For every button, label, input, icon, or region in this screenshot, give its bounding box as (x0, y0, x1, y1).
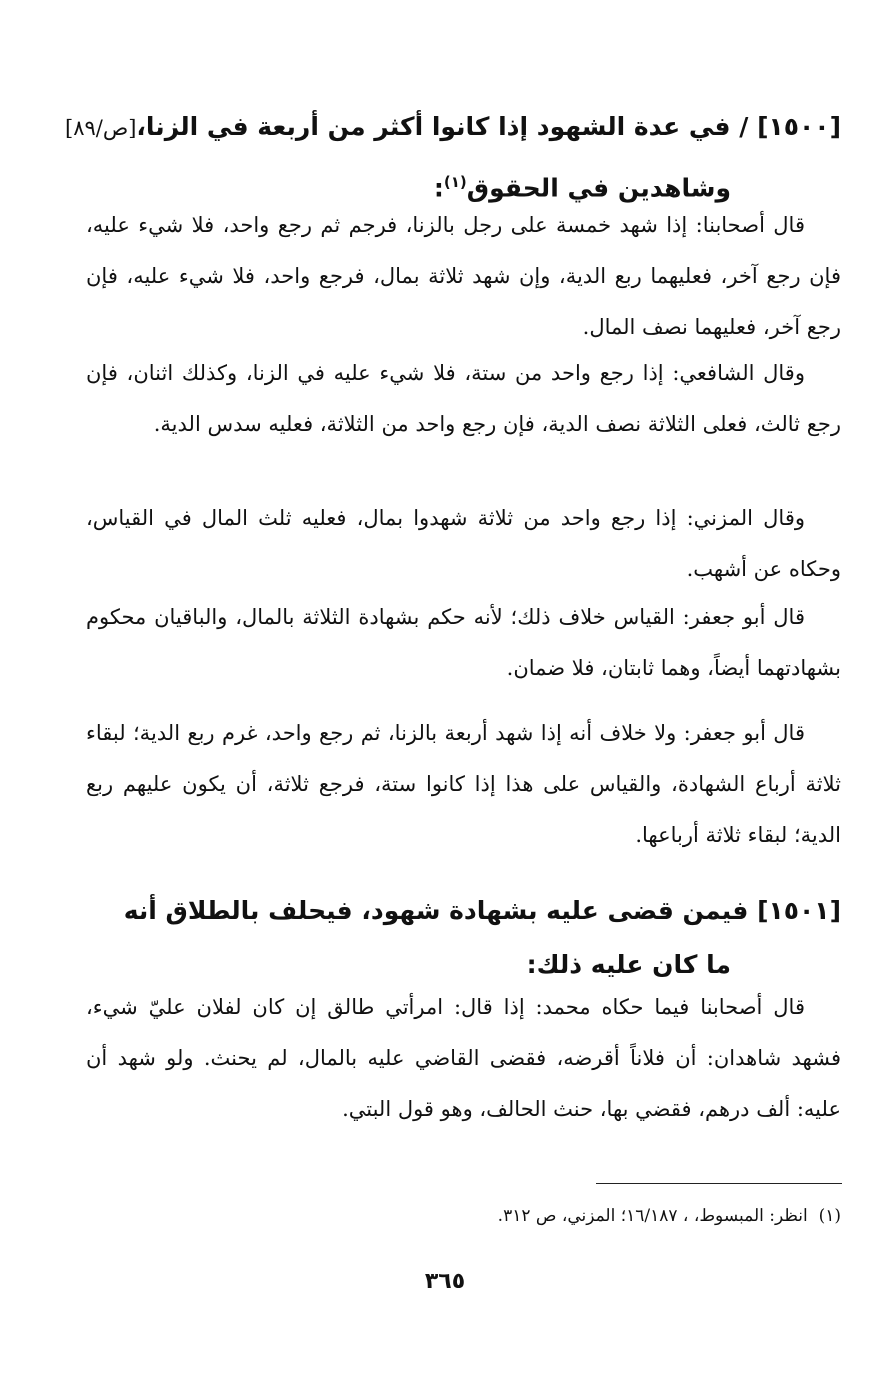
paragraph-text: قال أبو جعفر: القياس خلاف ذلك؛ لأنه حكم بشهادة الثلاثة بالمال، والباقيان محكوم بشهادتهما أيضاً، وهما ثابتان، فلا ضمان. (86, 605, 841, 680)
section-1500-heading (41, 100, 841, 215)
section-1500-title-end: : (433, 173, 444, 203)
footnote-text: انظر: المبسوط، ، ١٦/١٨٧؛ المزني، ص ٣١٢. (497, 1206, 808, 1226)
section-1500-separator: / (730, 112, 758, 141)
paragraph (86, 982, 841, 1135)
paragraph-text: قال أبو جعفر: ولا خلاف أنه إذا شهد أربعة بالزنا، ثم رجع واحد، غرم ربع الدية؛ لبقاء ثلاثة أرباع الشهادة، والقياس على هذا إذا كانوا ستة، فرجع ثلاثة، أن يكون عليهم ربع الدية؛ لبقاء ثلاثة أرباعها. (86, 721, 841, 847)
footnote-reference-marker: (١) (443, 173, 467, 191)
paragraph (86, 592, 841, 694)
section-1501-heading-line1 (41, 884, 841, 938)
paragraph-text: قال أصحابنا فيما حكاه محمد: إذا قال: امرأتي طالق إن كان لفلان عليّ شيء، فشهد شاهدان: أن فلاناً أقرضه، فقضى القاضي عليه بالمال، لم يحنث. ولو شهد أن عليه: ألف درهم، فقضي بها، حنث الحالف، وهو قول البتي. (86, 995, 841, 1121)
footnote-marker: (١) (818, 1206, 841, 1226)
paragraph (86, 348, 841, 450)
section-1501-number: [١٥٠١] (757, 896, 841, 925)
section-1501-title: فيمن قضى عليه بشهادة شهود، فيحلف بالطلاق أنه (123, 896, 749, 925)
section-1500-title: في عدة الشهود إذا كانوا أكثر من أربعة في الزنا، (136, 112, 731, 141)
section-1500-title-line2: وشاهدين في الحقوق (466, 173, 731, 203)
page-reference: [ص/٨٩] (64, 116, 137, 140)
section-1500-number: [١٥٠٠] (757, 112, 841, 141)
section-1501-heading (41, 884, 841, 992)
footnote-separator (596, 1183, 842, 1184)
paragraph-text: وقال المزني: إذا رجع واحد من ثلاثة شهدوا بمال، فعليه ثلث المال في القياس، وحكاه عن أشهب. (86, 506, 841, 581)
paragraph (86, 708, 841, 861)
footnote (81, 1200, 841, 1232)
section-1501-title-line2: ما كان عليه ذلك: (526, 950, 731, 979)
paragraph-text: وقال الشافعي: إذا رجع واحد من ستة، فلا شيء عليه في الزنا، وكذلك اثنان، فإن رجع ثالث، فعلى الثلاثة نصف الدية، فإن رجع واحد من الثلاثة، فعليه سدس الدية. (86, 361, 841, 436)
paragraph (86, 200, 841, 353)
page-number: ٣٦٥ (424, 1269, 466, 1294)
paragraph-text: قال أصحابنا: إذا شهد خمسة على رجل بالزنا، فرجم ثم رجع واحد، فلا شيء عليه، فإن رجع آخر، فعليهما ربع الدية، وإن شهد ثلاثة بمال، فرجع واحد، فلا شيء عليه، فإن رجع آخر، فعليهما نصف المال. (86, 213, 841, 339)
paragraph (86, 493, 841, 595)
section-1500-heading-line1 (41, 100, 841, 155)
